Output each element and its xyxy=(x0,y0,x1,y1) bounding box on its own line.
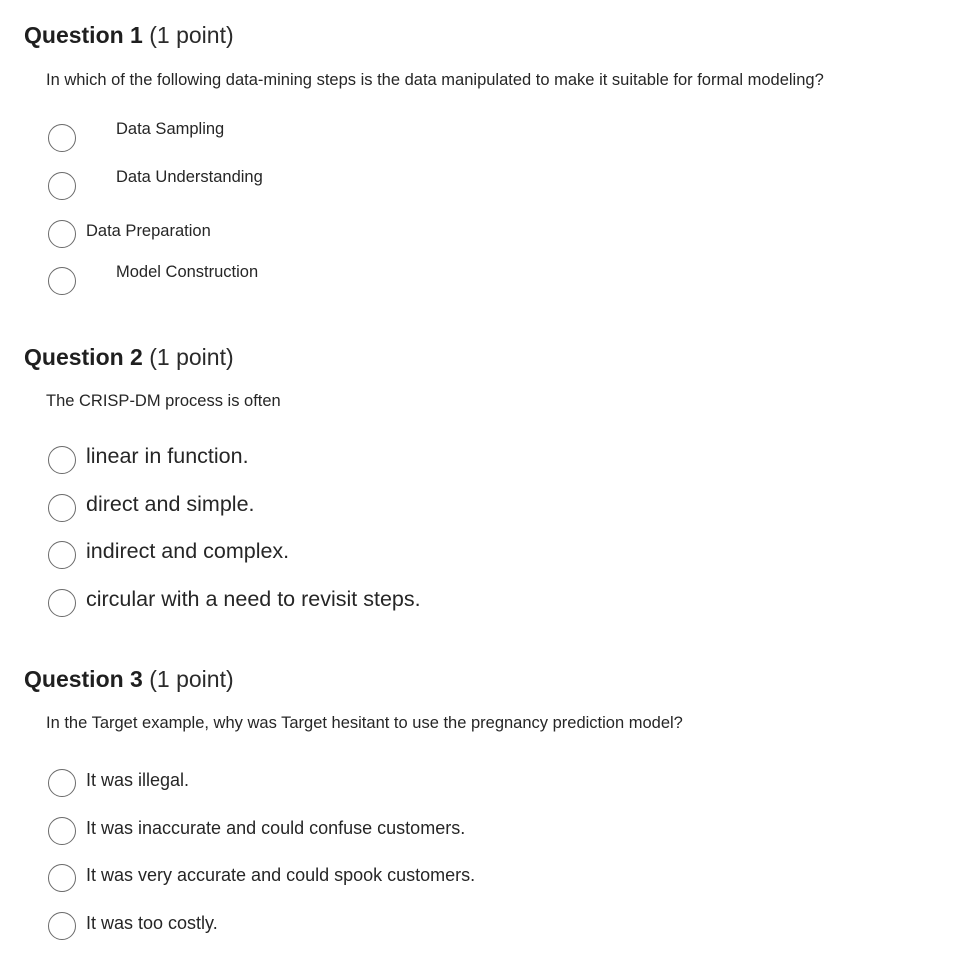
option-label: Data Understanding xyxy=(116,168,263,186)
option-label: direct and simple. xyxy=(86,492,255,516)
option-label: It was illegal. xyxy=(86,770,190,790)
question-2-title xyxy=(24,344,234,371)
option-label: linear in function. xyxy=(86,444,249,468)
radio-button[interactable] xyxy=(48,172,76,200)
question-1-title xyxy=(24,22,234,49)
radio-button[interactable] xyxy=(48,589,76,617)
option-label: indirect and complex. xyxy=(86,539,290,563)
radio-button[interactable] xyxy=(48,220,76,248)
radio-button[interactable] xyxy=(48,864,76,892)
radio-button[interactable] xyxy=(48,267,76,295)
question-number: Question 1 xyxy=(24,22,143,48)
option-label: Data Sampling xyxy=(116,120,225,138)
question-3-title xyxy=(24,666,234,693)
option-label: Model Construction xyxy=(116,263,259,281)
radio-button[interactable] xyxy=(48,769,76,797)
radio-button[interactable] xyxy=(48,494,76,522)
radio-button[interactable] xyxy=(48,541,76,569)
radio-button[interactable] xyxy=(48,817,76,845)
radio-button[interactable] xyxy=(48,912,76,940)
radio-button[interactable] xyxy=(48,124,76,152)
question-points: (1 point) xyxy=(149,344,234,370)
question-number: Question 3 xyxy=(24,666,143,692)
option-label: circular with a need to revisit steps. xyxy=(86,587,421,611)
question-points: (1 point) xyxy=(149,22,234,48)
question-points: (1 point) xyxy=(149,666,234,692)
option-label: It was inaccurate and could confuse customers. xyxy=(86,818,466,838)
question-3-text: In the Target example, why was Target hesitant to use the pregnancy prediction model? xyxy=(46,714,683,732)
radio-button[interactable] xyxy=(48,446,76,474)
option-label: It was too costly. xyxy=(86,913,218,933)
question-number: Question 2 xyxy=(24,344,143,370)
question-2-text: The CRISP-DM process is often xyxy=(46,392,281,410)
option-label: Data Preparation xyxy=(86,222,211,240)
question-1-text: In which of the following data-mining steps is the data manipulated to make it suitable for formal modeling? xyxy=(46,71,824,89)
option-label: It was very accurate and could spook customers. xyxy=(86,865,476,885)
